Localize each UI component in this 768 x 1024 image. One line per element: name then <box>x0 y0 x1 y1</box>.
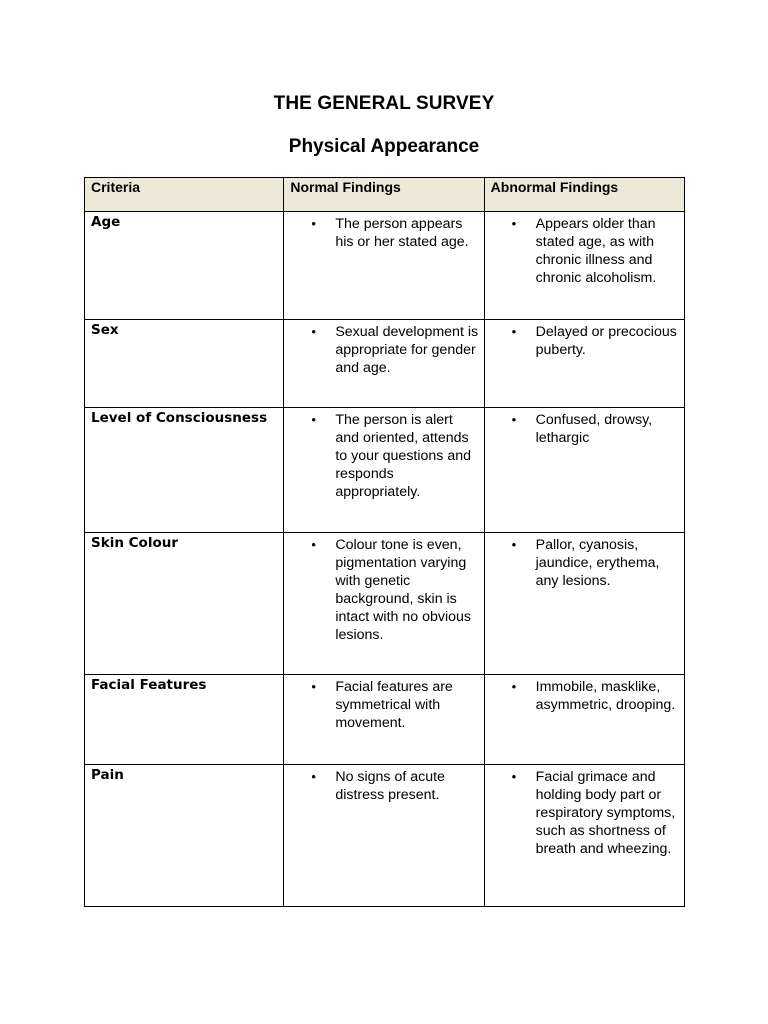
criteria-cell: Sex <box>85 320 284 408</box>
bullet-icon: • <box>511 769 517 784</box>
normal-text: The person is alert and oriented, attends to your questions and responds appropriately. <box>335 412 471 500</box>
bullet-icon: • <box>511 216 517 231</box>
bullet-icon: • <box>311 216 316 231</box>
criteria-cell: Facial Features <box>85 675 284 765</box>
criteria-cell: Pain <box>85 765 284 907</box>
normal-text: Facial features are symmetrical with movement. <box>335 679 453 731</box>
abnormal-cell <box>484 765 684 907</box>
bullet-icon: • <box>311 324 316 339</box>
document-subtitle: Physical Appearance <box>288 136 480 157</box>
criteria-cell: Level of Consciousness <box>85 408 284 533</box>
header-criteria: Criteria <box>85 178 284 212</box>
abnormal-text: Pallor, cyanosis, jaundice, erythema, any lesions. <box>535 537 660 589</box>
bullet-icon: • <box>311 412 316 427</box>
table-row <box>85 408 685 533</box>
table-row <box>85 212 685 320</box>
normal-text: Sexual development is appropriate for gender and age. <box>335 324 479 376</box>
bullet-icon: • <box>311 679 316 694</box>
bullet-icon: • <box>311 769 316 784</box>
criteria-cell: Skin Colour <box>85 533 284 675</box>
header-abnormal-findings: Abnormal Findings <box>484 178 684 212</box>
document-title: THE GENERAL SURVEY <box>273 93 495 114</box>
bullet-icon: • <box>511 679 517 694</box>
abnormal-cell <box>484 533 684 675</box>
normal-text: No signs of acute distress present. <box>335 769 445 803</box>
abnormal-text: Facial grimace and holding body part or respiratory symptoms, such as shortness of breath and wheezing. <box>535 769 676 857</box>
table-row <box>85 675 685 765</box>
abnormal-text: Confused, drowsy, lethargic <box>535 412 653 446</box>
abnormal-text: Immobile, masklike, asymmetric, drooping. <box>535 679 676 713</box>
abnormal-cell <box>484 320 684 408</box>
abnormal-text: Appears older than stated age, as with chronic illness and chronic alcoholism. <box>535 216 657 286</box>
normal-cell <box>284 533 484 675</box>
normal-cell <box>284 408 484 533</box>
table-row <box>85 765 685 907</box>
abnormal-cell <box>484 675 684 765</box>
normal-cell <box>284 675 484 765</box>
bullet-icon: • <box>311 537 316 552</box>
normal-cell <box>284 320 484 408</box>
table-header-row <box>85 178 685 212</box>
abnormal-cell <box>484 212 684 320</box>
normal-cell <box>284 212 484 320</box>
bullet-icon: • <box>511 324 517 339</box>
normal-cell <box>284 765 484 907</box>
criteria-cell: Age <box>85 212 284 320</box>
table-row <box>85 320 685 408</box>
normal-text: Colour tone is even, pigmentation varying with genetic background, skin is intact with no obvious lesions. <box>335 537 471 643</box>
bullet-icon: • <box>511 537 517 552</box>
survey-table <box>84 177 685 907</box>
table-row <box>85 533 685 675</box>
abnormal-cell <box>484 408 684 533</box>
normal-text: The person appears his or her stated age. <box>335 216 469 250</box>
abnormal-text: Delayed or precocious puberty. <box>535 324 677 358</box>
bullet-icon: • <box>511 412 517 427</box>
header-normal-findings: Normal Findings <box>284 178 484 212</box>
